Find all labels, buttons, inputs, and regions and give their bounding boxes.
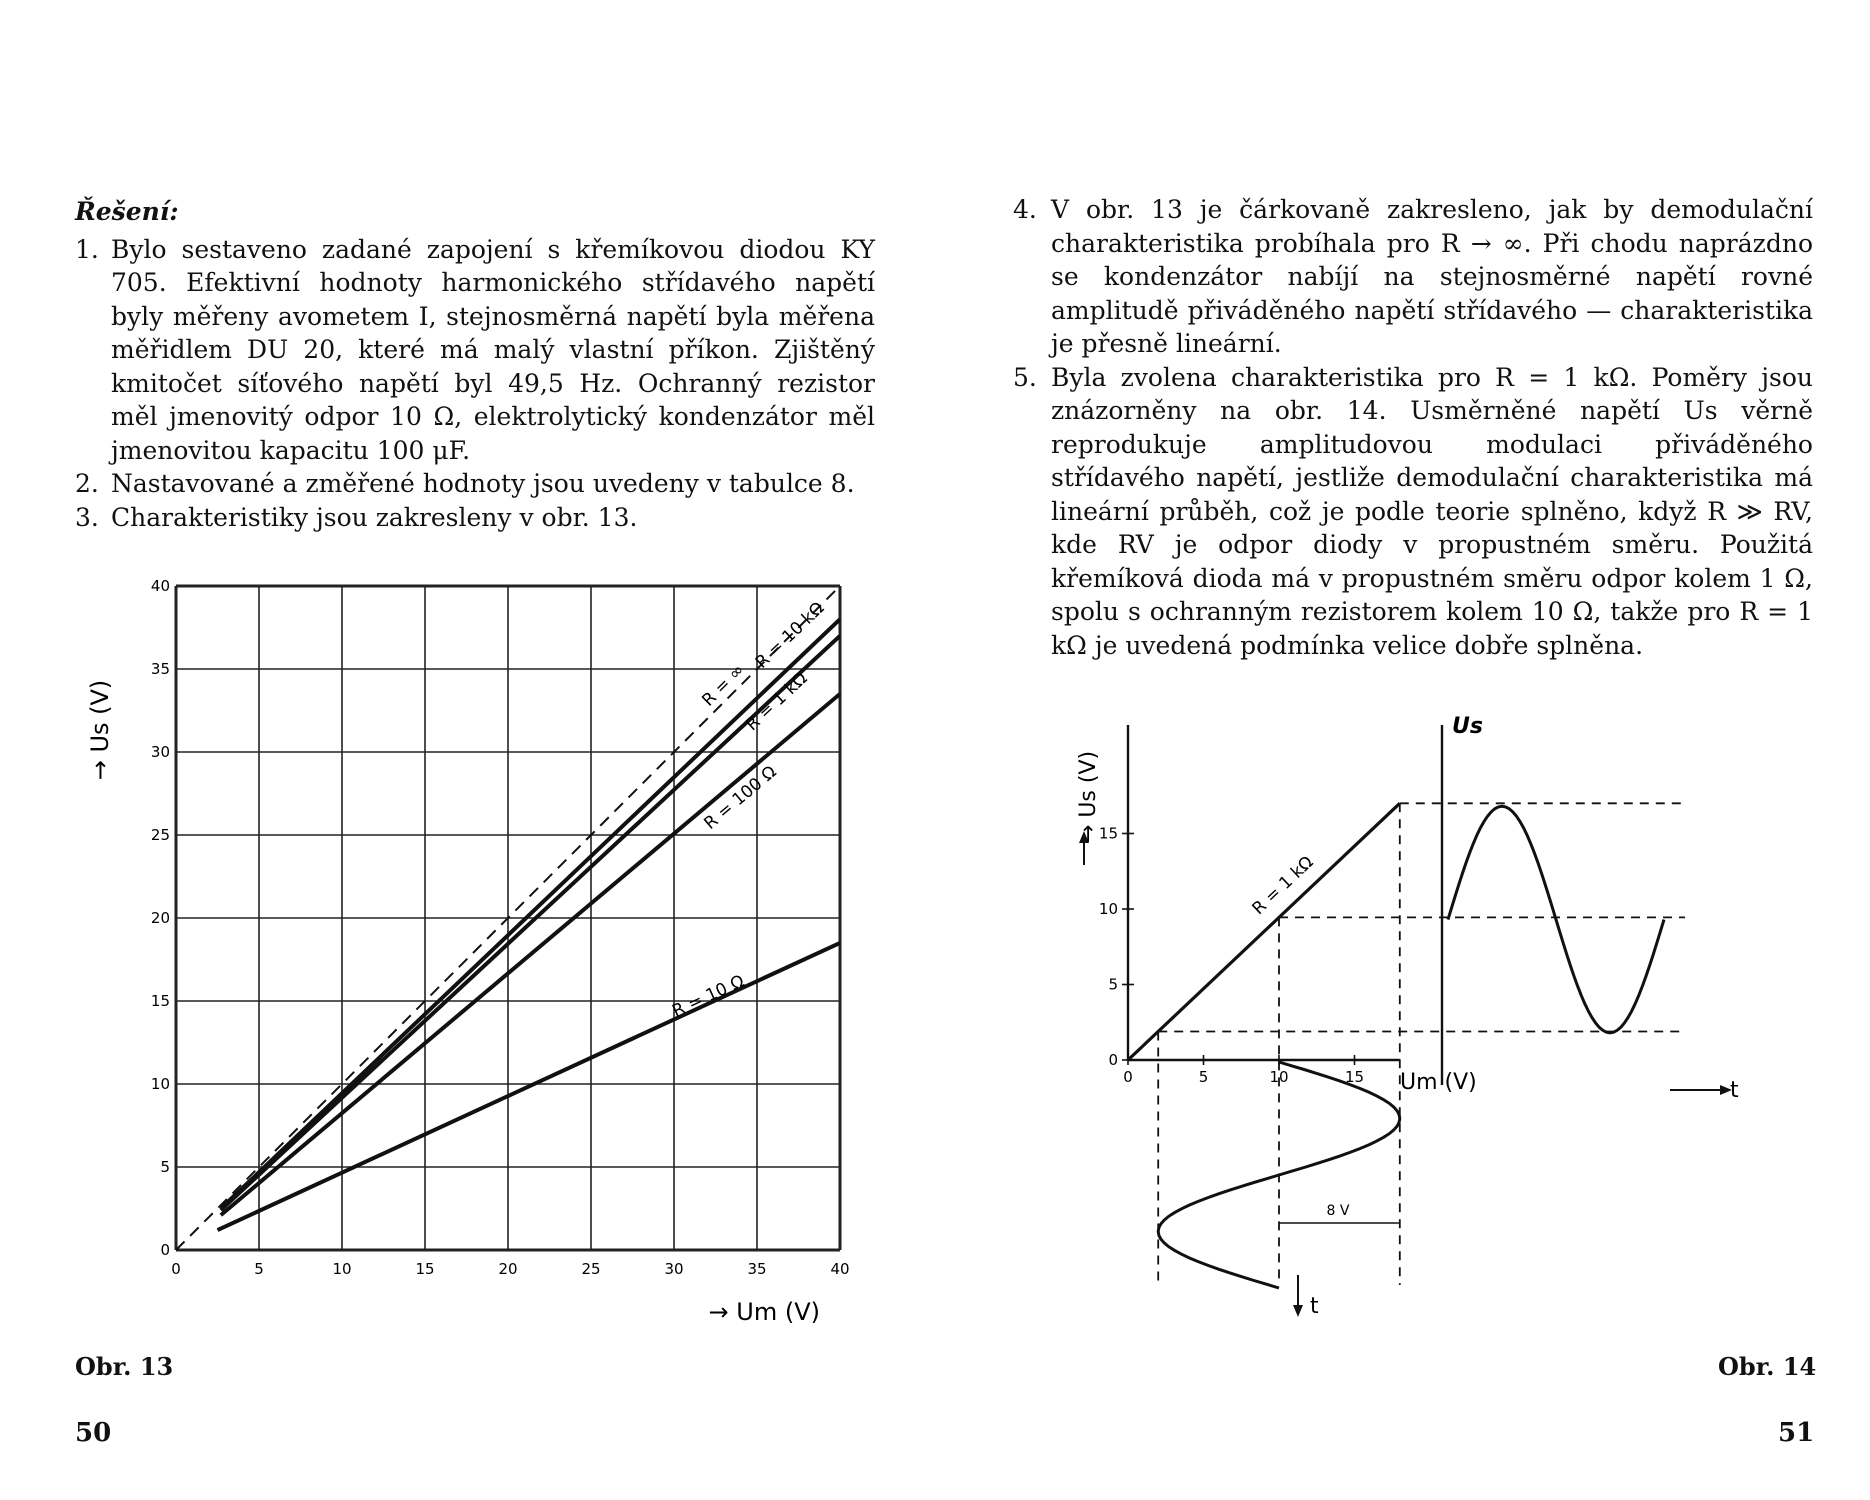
x-tick-label: 10 xyxy=(332,1260,352,1278)
y-axis-label: → Us (V) xyxy=(1076,750,1101,844)
y-tick-label: 15 xyxy=(150,992,170,1010)
right-text-column xyxy=(1013,193,1813,662)
figure-13-chart xyxy=(60,560,860,1340)
x-tick-label: 0 xyxy=(1123,1068,1133,1086)
time-label-bottom: t xyxy=(1310,1294,1319,1319)
x-tick-label: 0 xyxy=(171,1260,181,1278)
x-tick-label: 20 xyxy=(498,1260,518,1278)
list-item: 3. Charakteristiky jsou zakresleny v obr. 13. xyxy=(75,502,638,532)
y-tick-label: 5 xyxy=(160,1158,170,1176)
figure-14-label: Obr. 14 xyxy=(1718,1352,1817,1381)
y-tick-label: 25 xyxy=(150,826,170,844)
figure-14-chart xyxy=(1070,715,1790,1335)
page-number-left: 50 xyxy=(75,1418,112,1448)
list-item: 4. V obr. 13 je čárkovaně zakresleno, jak by demodulační charakteristika probíhala pro R → ∞. Při chodu naprázdno se kondenzátor nabíjí na stejnosměrné napětí rovné amplitudě přiváděného napětí střídavého — charakteristika je přesně lineární. xyxy=(1013,195,1813,358)
series-line xyxy=(218,943,841,1230)
x-tick-label: 25 xyxy=(581,1260,601,1278)
list-item: 1. Bylo sestaveno zadané zapojení s křemíkovou diodou KY 705. Efektivní hodnoty harmonického střídavého napětí byly měřeny avometem I, stejnosměrná napětí byla měřena měřidlem DU 20, které má malý vlastní příkon. Zjištěný kmitočet síťového napětí byl 49,5 Hz. Ochranný rezistor měl jmenovitý odpor 10 Ω, elektrolytický kondenzátor měl jmenovitou kapacitu 100 μF. xyxy=(75,234,875,465)
curve-label: R = 10 kΩ xyxy=(751,598,829,673)
y-tick-label: 20 xyxy=(150,909,170,927)
list-item: 5. Byla zvolena charakteristika pro R = 1 kΩ. Poměry jsou znázorněny na obr. 14. Usměrněné napětí Us věrně reprodukuje amplitudovou modulaci přiváděného střídavého napětí, jestliže demodulační charakteristika má lineární průběh, což je podle teorie splněno, když R ≫ RV, kde RV je odpor diody v propustném směru. Použitá křemíková dioda má v propustném směru odpor kolem 1 Ω, spolu s ochranným rezistorem kolem 10 Ω, takže pro R = 1 kΩ je uvedená podmínka velice dobře splněna. xyxy=(1013,362,1813,660)
characteristic-line xyxy=(1128,803,1400,1060)
y-tick-label: 10 xyxy=(1098,900,1118,918)
right-item-list xyxy=(1013,193,1813,662)
x-tick-label: 40 xyxy=(830,1260,850,1278)
page-number-right: 51 xyxy=(1778,1418,1815,1448)
x-tick-label: 15 xyxy=(415,1260,435,1278)
list-item: 2. Nastavované a změřené hodnoty jsou uvedeny v tabulce 8. xyxy=(75,469,855,498)
curve-label: R = 100 Ω xyxy=(700,762,781,834)
curve-label: R = 1 kΩ xyxy=(1248,852,1318,920)
output-signal-curve xyxy=(1448,806,1664,1033)
y-tick-label: 40 xyxy=(150,577,170,595)
y-tick-label: 35 xyxy=(150,660,170,678)
y-tick-label: 10 xyxy=(150,1075,170,1093)
y-tick-label: 0 xyxy=(1108,1051,1118,1069)
x-tick-label: 30 xyxy=(664,1260,684,1278)
x-tick-label: 5 xyxy=(254,1260,264,1278)
series-line xyxy=(221,619,840,1208)
x-axis-label: → Um (V) xyxy=(708,1298,820,1326)
x-tick-label: 15 xyxy=(1344,1068,1365,1086)
figure-14-body xyxy=(1079,725,1732,1317)
x-axis-label: Um (V) xyxy=(1400,1070,1477,1095)
y-tick-label: 5 xyxy=(1108,975,1118,994)
time-label-right: t xyxy=(1730,1078,1739,1103)
y-axis-title xyxy=(86,680,114,781)
left-item-list xyxy=(75,233,875,535)
amplitude-annotation: 8 V xyxy=(1326,1203,1350,1219)
curve-label: R = ∞ xyxy=(698,660,749,711)
series-line xyxy=(221,694,840,1215)
y-tick-label: 30 xyxy=(150,743,170,761)
x-tick-label: 5 xyxy=(1198,1068,1209,1086)
y-axis-label: → Us (V) xyxy=(86,679,114,781)
y-tick-label: 0 xyxy=(160,1241,170,1259)
right-axis-label: Us xyxy=(1452,715,1483,739)
curve-label: R = 10 Ω xyxy=(669,971,748,1022)
left-text-column xyxy=(75,195,875,534)
x-tick-label: 10 xyxy=(1269,1068,1289,1086)
y-tick-label: 15 xyxy=(1098,824,1118,843)
solution-heading: Řešení: xyxy=(75,197,179,226)
arrow-head-icon xyxy=(1293,1305,1303,1317)
curve-label: R = 1 kΩ xyxy=(742,668,812,736)
x-tick-label: 35 xyxy=(747,1260,767,1278)
figure-13-label: Obr. 13 xyxy=(75,1352,174,1381)
